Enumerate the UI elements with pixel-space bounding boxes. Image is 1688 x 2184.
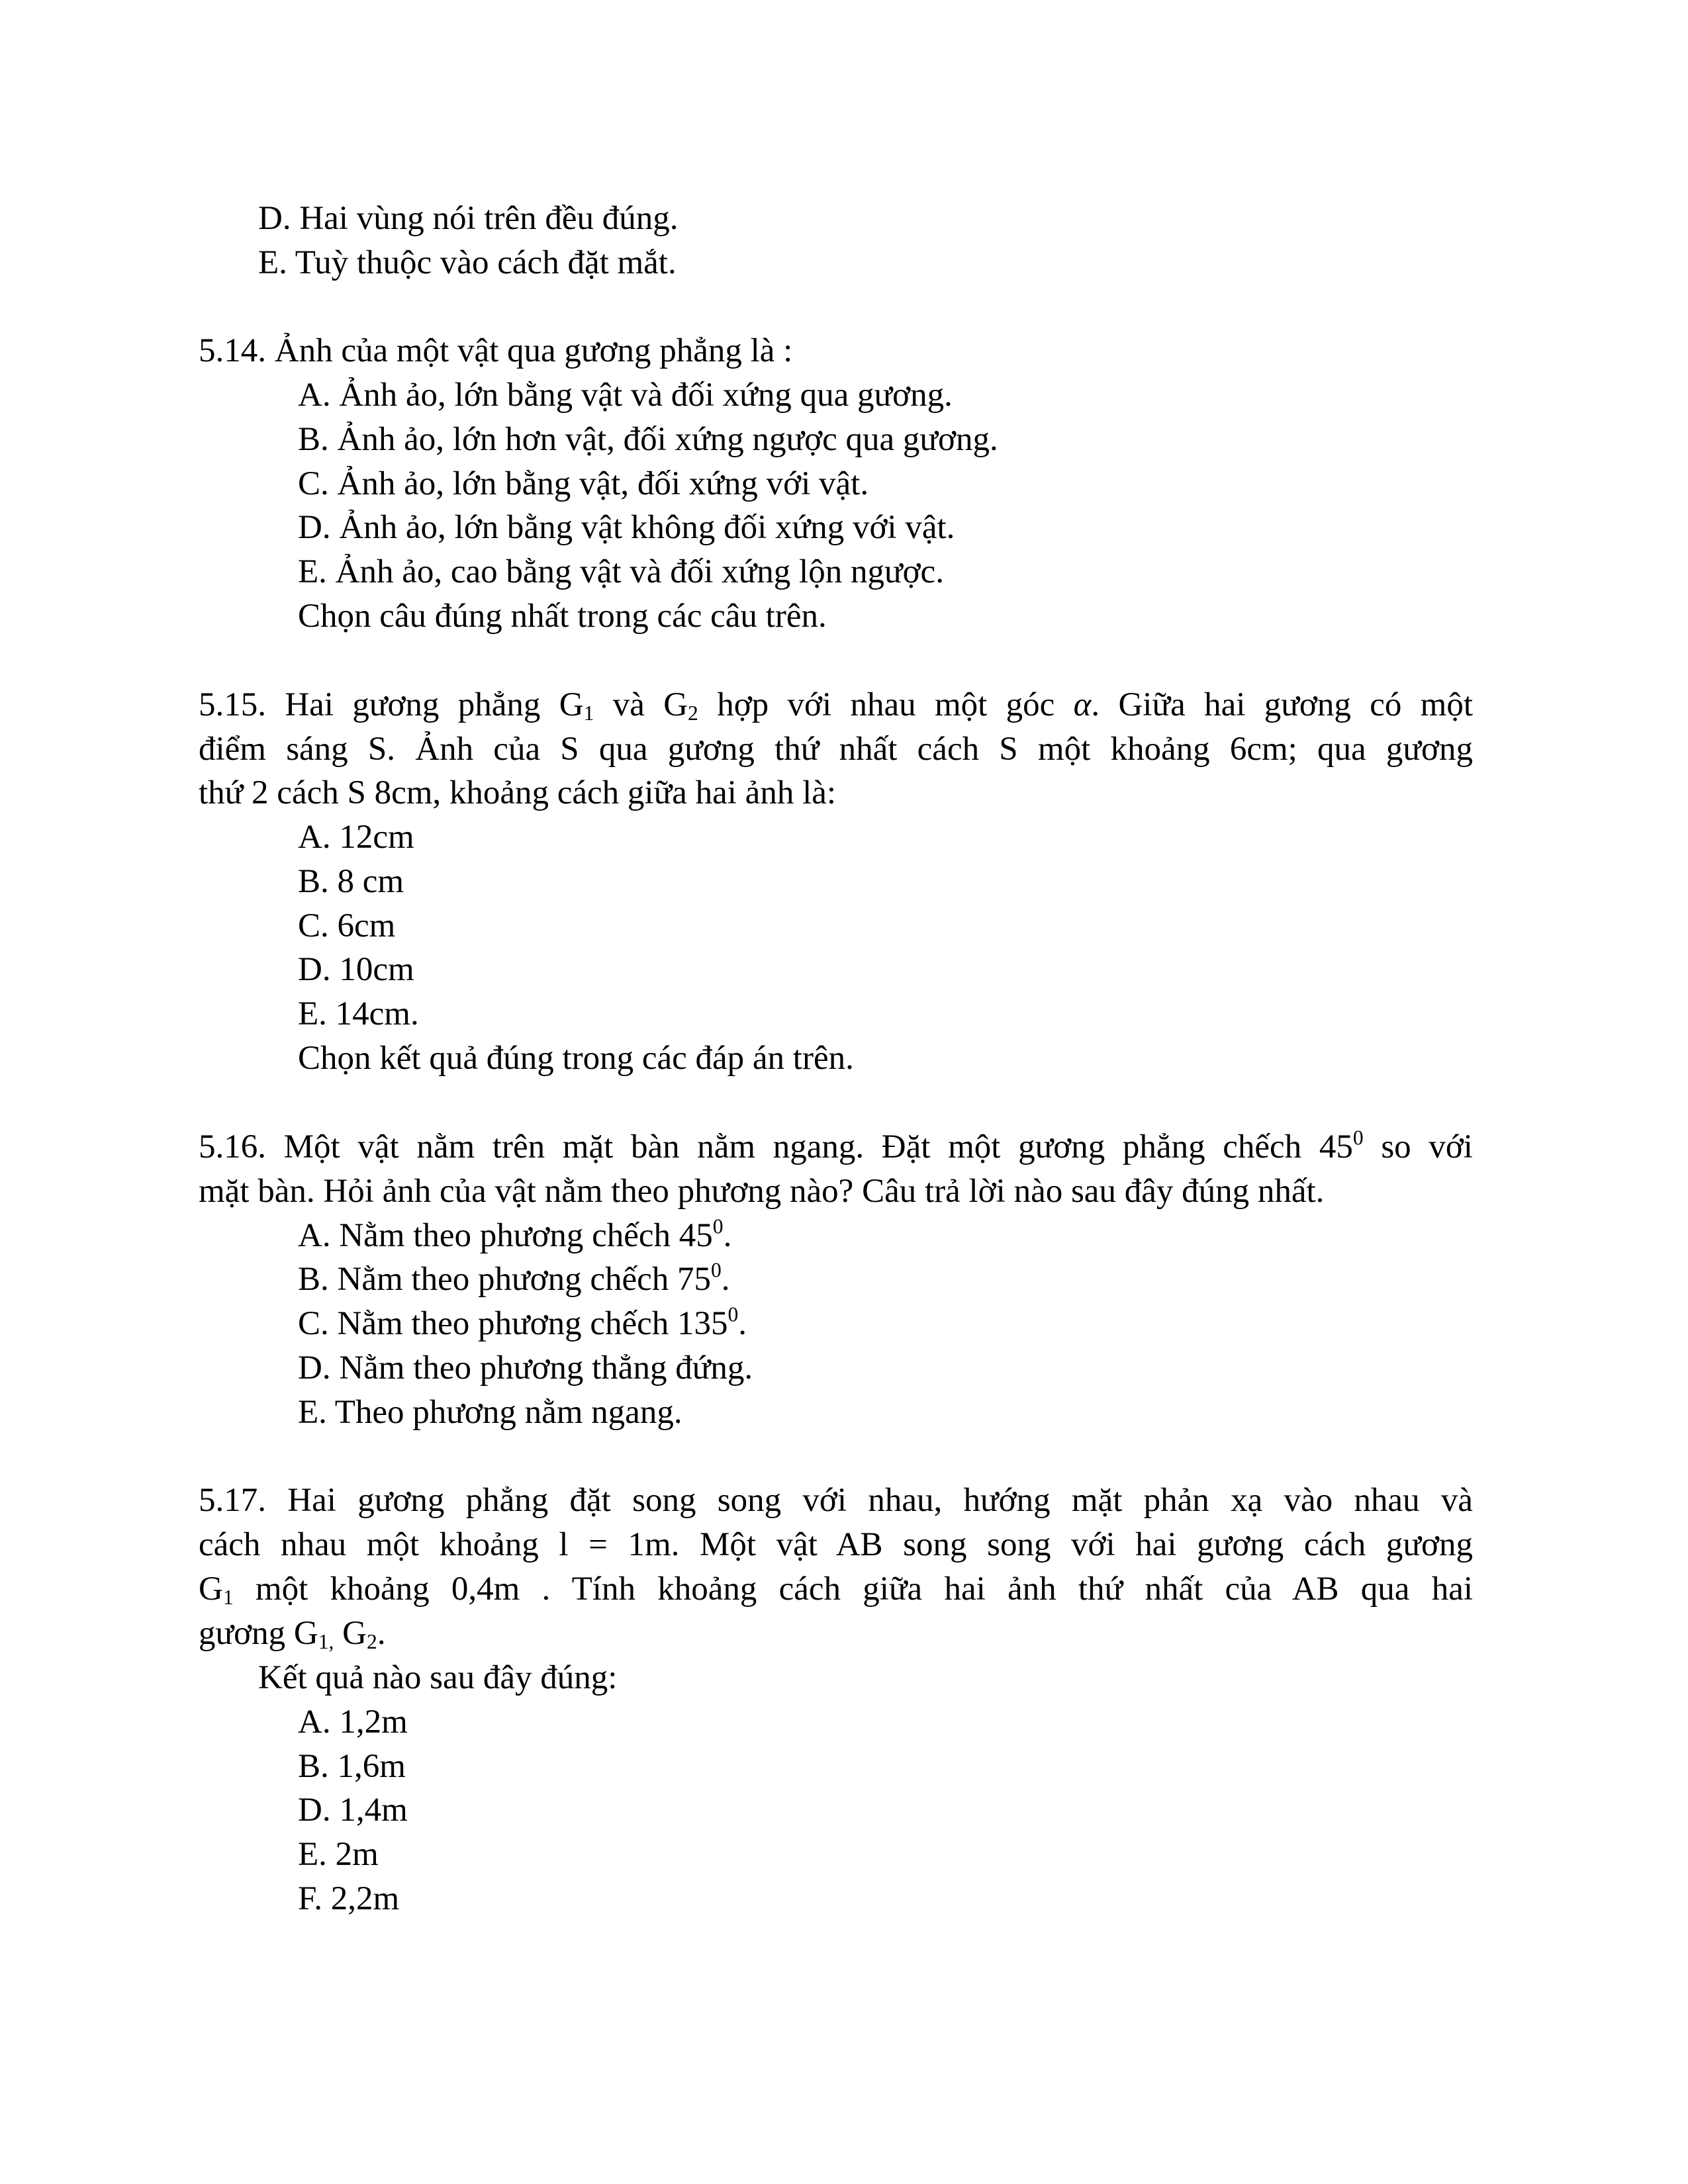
- question-5-17-line-1: 5.17. Hai gương phẳng đặt song song với nhau, hướng mặt phản xạ vào nhau và: [199, 1482, 1473, 1519]
- prev-option-e: E. Tuỳ thuộc vào cách đặt mắt.: [258, 244, 677, 281]
- q515-option-e: E. 14cm.: [298, 995, 419, 1032]
- question-5-17-line-3: $G_1$ một khoảng 0,4m . Tính khoảng cách giữa hai ảnh thứ nhất của AB qua hai: [199, 1570, 1473, 1609]
- q517-option-d: D. 1,4m: [298, 1792, 408, 1829]
- q517-option-f: F. 2,2m: [298, 1880, 400, 1917]
- q517-option-e: E. 2m: [298, 1836, 379, 1873]
- q517-option-a: A. 1,2m: [298, 1704, 408, 1741]
- question-5-15-line-1: 5.15. Hai gương phẳng $G_1$ và $G_2$ hợp với nhau một góc α. Giữa hai gương có một: [199, 686, 1474, 725]
- q517-prompt: Kết quả nào sau đây đúng:: [258, 1659, 618, 1696]
- q516-option-a: A. Nằm theo phương chếch $45^0$.: [298, 1214, 732, 1254]
- question-5-16-line-1: 5.16. Một vật nằm trên mặt bàn nằm ngang. Đặt một gương phẳng chếch $45^0$ so với: [199, 1126, 1473, 1165]
- q515-instruction: Chọn kết quả đúng trong các đáp án trên.: [298, 1040, 854, 1077]
- q516-option-d: D. Nằm theo phương thẳng đứng.: [298, 1349, 753, 1387]
- question-5-17-line-2: cách nhau một khoảng l = 1m. Một vật AB song song với hai gương cách gương: [199, 1526, 1473, 1563]
- question-5-15-line-3: thứ 2 cách S 8cm, khoảng cách giữa hai ảnh là:: [199, 774, 837, 811]
- alpha-symbol: α: [1073, 686, 1092, 723]
- question-5-16-line-2: mặt bàn. Hỏi ảnh của vật nằm theo phương nào? Câu trả lời nào sau đây đúng nhất.: [199, 1173, 1325, 1210]
- prev-option-d: D. Hai vùng nói trên đều đúng.: [258, 200, 679, 237]
- question-5-14-stem: 5.14. Ảnh của một vật qua gương phẳng là :: [199, 332, 793, 369]
- q516-option-b: B. Nằm theo phương chếch $75^0$.: [298, 1258, 730, 1298]
- q516-option-c: C. Nằm theo phương chếch $135^0$.: [298, 1302, 747, 1342]
- q517-option-b: B. 1,6m: [298, 1748, 406, 1785]
- q516-option-e: E. Theo phương nằm ngang.: [298, 1394, 682, 1431]
- q515-option-a: A. 12cm: [298, 819, 414, 856]
- question-5-15-line-2: điểm sáng S. Ảnh của S qua gương thứ nhất cách S một khoảng 6cm; qua gương: [199, 731, 1473, 768]
- question-5-17-line-4: gương $G_{1,}$ $G_2$.: [199, 1615, 386, 1653]
- q514-option-e: E. Ảnh ảo, cao bằng vật và đối xứng lộn ngược.: [298, 553, 944, 590]
- q515-option-d: D. 10cm: [298, 951, 414, 988]
- q514-option-a: A. Ảnh ảo, lớn bằng vật và đối xứng qua gương.: [298, 377, 953, 414]
- q515-option-c: C. 6cm: [298, 907, 396, 944]
- q515-option-b: B. 8 cm: [298, 863, 404, 900]
- q514-instruction: Chọn câu đúng nhất trong các câu trên.: [298, 598, 827, 635]
- q514-option-b: B. Ảnh ảo, lớn hơn vật, đối xứng ngược qua gương.: [298, 421, 998, 458]
- q514-option-c: C. Ảnh ảo, lớn bằng vật, đối xứng với vật.: [298, 465, 869, 502]
- q514-option-d: D. Ảnh ảo, lớn bằng vật không đối xứng với vật.: [298, 509, 955, 546]
